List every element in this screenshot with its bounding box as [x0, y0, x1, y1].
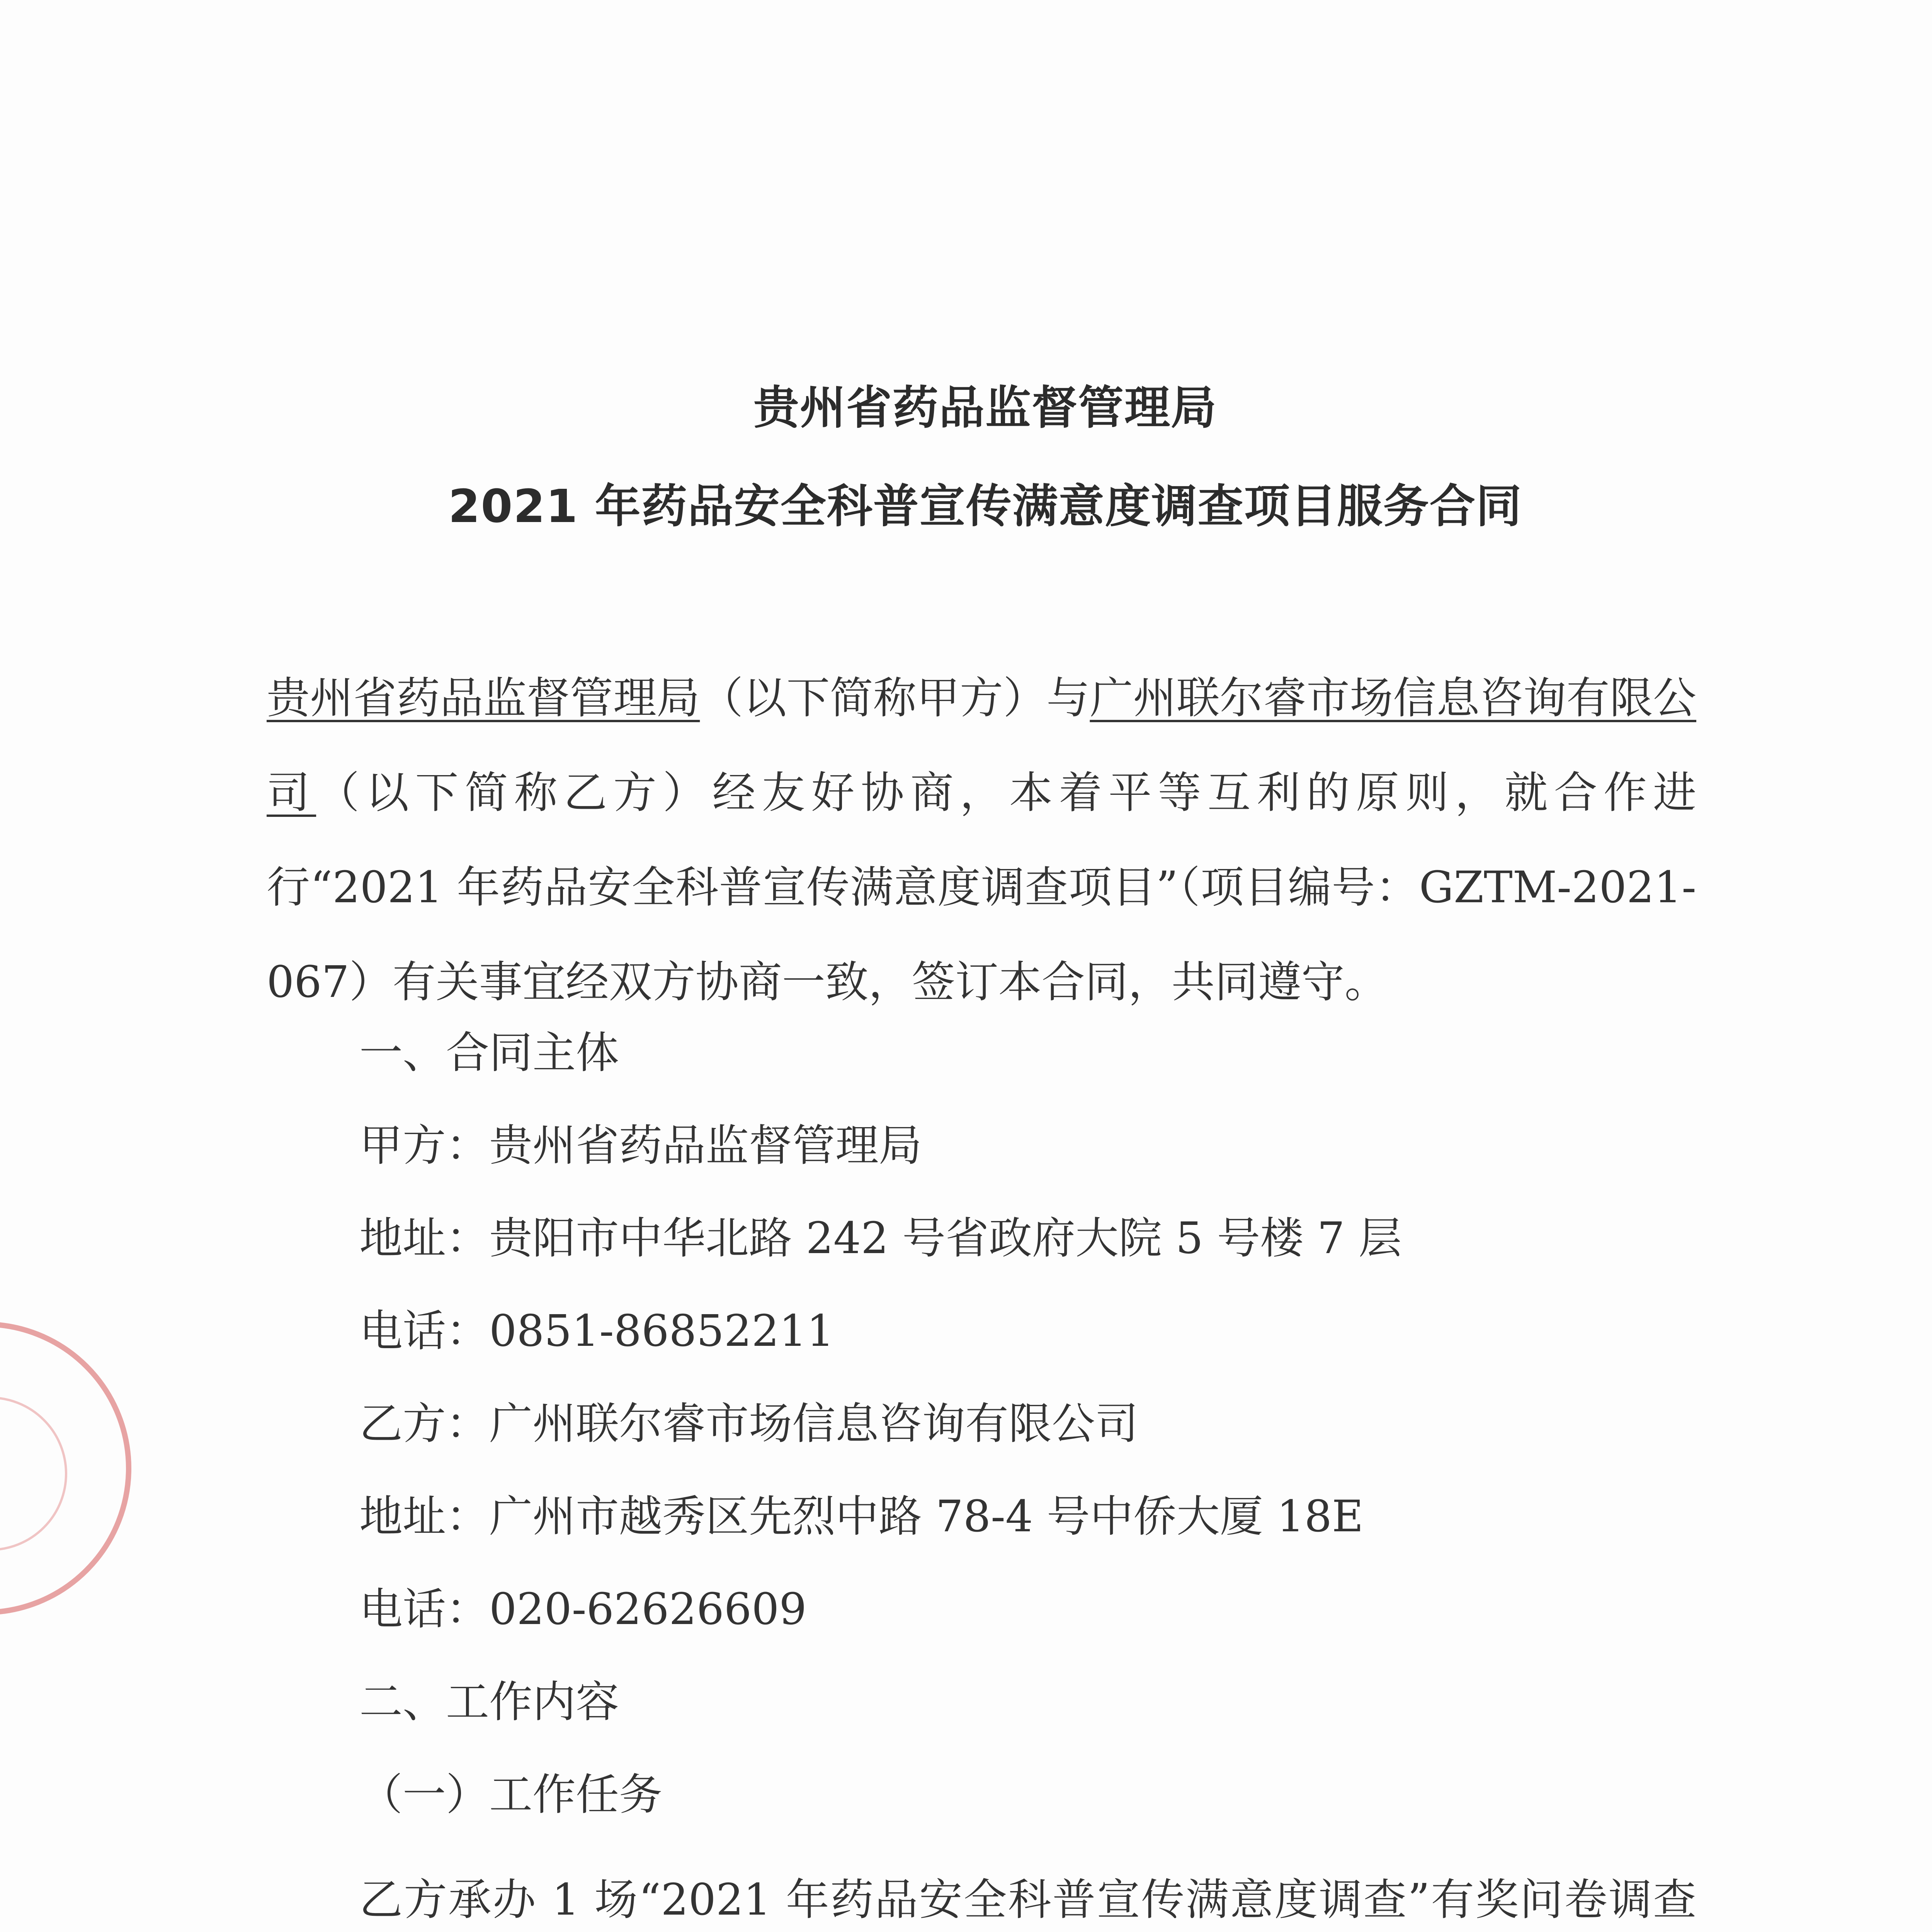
intro-paragraph: [267, 651, 1696, 1030]
party-b-name: 广州联尔睿市场信息咨询有限公司: [267, 673, 1696, 818]
party-a-address: 地址：贵阳市中华北路 242 号省政府大院 5 号楼 7 层: [359, 1213, 1402, 1264]
party-a-name: 贵州省药品监督管理局: [267, 673, 700, 723]
party-a-suffix: （以下简称甲方）与: [700, 673, 1090, 723]
section2-heading: 二、工作内容: [359, 1677, 619, 1727]
seal-inner-ring: [0, 1396, 67, 1551]
section1-heading: 一、合同主体: [359, 1028, 619, 1078]
document-title-line1: 贵州省药品监督管理局: [753, 381, 1217, 434]
task-paragraph: 乙方承办 1 场“2021 年药品安全科普宣传满意度调查”有奖问卷调查: [359, 1875, 1696, 1925]
official-seal-stamp: [0, 1321, 131, 1615]
party-b-phone: 电话：020-62626609: [359, 1584, 807, 1634]
party-a-phone: 电话：0851-86852211: [359, 1306, 834, 1356]
party-b-suffix: （以下简称乙方）经友好协商，本着平等互利的原则，就合作进行“2021 年药品安全科普宣传满意度调查项目”（项目编号：GZTM-2021-067）有关事宜经双方协商一致，签订本合同，共同遵守。: [267, 768, 1697, 1007]
section2-subheading: （一）工作任务: [359, 1770, 662, 1820]
document-title-line2: 2021 年药品安全科普宣传满意度调查项目服务合同: [448, 480, 1522, 533]
party-b-line: 乙方：广州联尔睿市场信息咨询有限公司: [359, 1399, 1138, 1449]
party-a-line: 甲方：贵州省药品监督管理局: [359, 1121, 922, 1171]
party-b-address: 地址：广州市越秀区先烈中路 78-4 号中侨大厦 18E: [359, 1492, 1364, 1542]
bleed-through-mark: [0, 572, 1932, 639]
